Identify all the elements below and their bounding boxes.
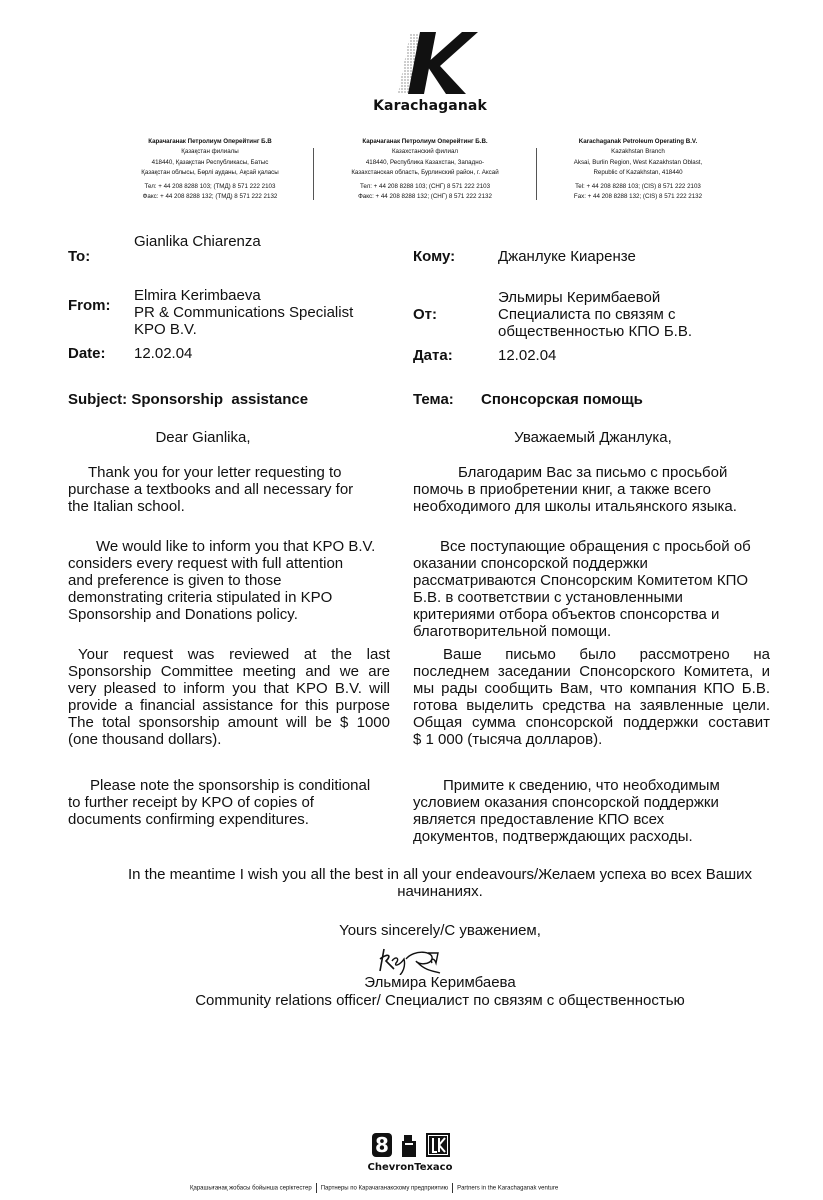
divider [316, 1183, 317, 1193]
line: благотворительной помощи. [413, 623, 612, 640]
fax-line: Факс: + 44 208 8288 132; (СНГ) 8 571 222 2132 [358, 193, 492, 201]
line: мы рады сообщить Вам, что компания КПО Б.В. [413, 680, 770, 697]
line: Примите к сведению, что необходимым [443, 777, 720, 794]
line: documents confirming expenditures. [68, 811, 309, 828]
brand-name: Karachaganak [373, 98, 487, 114]
subject-line [68, 391, 308, 408]
lukoil-logo-icon [426, 1133, 450, 1157]
address-block-english [543, 137, 733, 202]
company-name: Karachaganak Petroleum Operating B.V. [578, 138, 698, 145]
divider [452, 1183, 453, 1193]
to-value: Gianlika Chiarenza [134, 233, 261, 250]
phone-line: Тел: + 44 208 8288 103; (ТМД) 8 571 222 2103 [144, 182, 276, 190]
line: Sponsorship Committee meeting and we are [68, 663, 390, 680]
subject-label: Subject: [68, 391, 128, 408]
address-line: Aksai, Burlin Region, West Kazakhstan Oblast, [573, 158, 703, 166]
company-name: Карачаганак Петролиум Оперейтинг Б.В [148, 138, 272, 145]
salutation-ru: Уважаемый Джанлука, [514, 429, 672, 446]
subject-value-ru: Спонсорская помощь [481, 391, 643, 408]
address-line: 418440, Республика Казахстан, Западно- [365, 158, 485, 166]
paragraph-1 [68, 464, 403, 515]
partners-line [190, 1183, 558, 1193]
paragraph-2-ru [413, 538, 783, 640]
closing-wish [60, 866, 820, 900]
from-line: PR & Communications Specialist [134, 304, 354, 321]
line: the Italian school. [68, 498, 185, 515]
phone-line: Тел: + 44 208 8288 103; (СНГ) 8 571 222 2103 [359, 182, 491, 190]
from-line: общественностью КПО Б.В. [498, 323, 693, 340]
partners-ru: Партнеры по Карачаганакскому предприятию [320, 1185, 449, 1192]
line: готова выделить средства на заявленные цели. [413, 697, 770, 714]
partners-kz: Қарашығанақ жобасы бойынша серіктестер [190, 1185, 312, 1192]
line: to further receipt by KPO of copies of [68, 794, 314, 811]
divider [313, 148, 314, 200]
line: оказании спонсорской поддержки [413, 555, 648, 572]
from-label: From: [68, 297, 111, 314]
line: and preference is given to those [68, 572, 282, 589]
to-label-ru: Кому: [413, 248, 456, 265]
fax-line: Fax: + 44 208 8288 132; (CIS) 8 571 222 2132 [573, 193, 703, 201]
paragraph-3-ru [413, 646, 770, 748]
salutation: Dear Gianlika, [155, 429, 251, 446]
karachaganak-logo [370, 28, 490, 120]
signer-title: Community relations officer/ Специалист по связям с общественностью [195, 992, 685, 1009]
address-block-kazakh [110, 137, 310, 202]
paragraph-2 [68, 538, 403, 623]
line: The total sponsorship amount will be $ 1000 [68, 714, 390, 731]
line: Thank you for your letter requesting to [88, 464, 342, 481]
line: In the meantime I wish you all the best in all your endeavours/Желаем успеха во всех Ваших [127, 866, 752, 883]
line: необходимого для школы итальянского языка. [413, 498, 737, 515]
regards: Yours sincerely/С уважением, [339, 922, 541, 939]
from-value [134, 287, 353, 338]
address-line: 418440, Қазақстан Республикасы, Батыс [151, 158, 269, 166]
from-line: KPO B.V. [134, 321, 197, 338]
line: условием оказания спонсорской поддержки [413, 794, 719, 811]
line: (one thousand dollars). [68, 731, 222, 748]
line: критериями отбора объектов спонсорства и [413, 606, 720, 623]
company-name: Карачаганак Петролиум Оперейтинг Б.В. [362, 138, 488, 145]
chevron-texaco-logo: ChevronTexaco [367, 1162, 453, 1173]
signer-name: Эльмира Керимбаева [364, 974, 516, 991]
partners-en: Partners in the Karachaganak venture [457, 1185, 559, 1192]
fax-line: Факс: + 44 208 8288 132; (ТМД) 8 571 222 2132 [142, 193, 278, 201]
line: является предоставление КПО всех [413, 811, 665, 828]
subject-label-ru: Тема: [413, 391, 454, 408]
line: Благодарим Вас за письмо с просьбой [458, 464, 728, 481]
from-line: Специалиста по связям с [498, 306, 676, 323]
date-value: 12.02.04 [134, 345, 193, 362]
paragraph-4-ru [413, 777, 783, 845]
address-block-russian [320, 137, 530, 202]
date-label: Date: [68, 345, 106, 362]
subject-value: Sponsorship assistance [131, 391, 309, 408]
line: помочь в приобретении книг, а также всего [413, 481, 711, 498]
line: considers every request with full attention [68, 555, 344, 572]
paragraph-1-ru [413, 464, 783, 515]
line: документов, подтверждающих расходы. [413, 828, 693, 845]
line: Your request was reviewed at the last [78, 646, 390, 663]
date-label-ru: Дата: [413, 347, 453, 364]
address-line: Republic of Kazakhstan, 418440 [593, 169, 683, 177]
agip-dog-logo-icon [400, 1133, 418, 1157]
line: Общая сумма спонсорской поддержки составит [413, 714, 770, 731]
bg-group-logo-icon [372, 1133, 392, 1157]
line: рассматриваются Спонсорским Комитетом КПО [413, 572, 749, 589]
from-label-ru: От: [413, 306, 438, 323]
to-label: To: [68, 248, 91, 265]
from-value-ru [498, 289, 692, 340]
from-line: Elmira Kerimbaeva [134, 287, 261, 304]
svg-text:8: 8 [375, 1133, 389, 1157]
paragraph-3 [68, 646, 390, 748]
to-value-ru: Джанлуке Киарензе [498, 248, 636, 265]
line: Sponsorship and Donations policy. [68, 606, 298, 623]
line: начинаниях. [397, 883, 483, 900]
from-line: Эльмиры Керимбаевой [498, 289, 661, 306]
line: provide a financial assistance for this purpose [68, 697, 390, 714]
line: $ 1 000 (тысяча долларов). [413, 731, 603, 748]
line: Все поступающие обращения с просьбой об [440, 538, 751, 555]
phone-line: Tel: + 44 208 8288 103; (CIS) 8 571 222 2103 [575, 182, 701, 190]
paragraph-4 [68, 777, 403, 828]
partner-logos [366, 1133, 456, 1159]
divider [536, 148, 537, 200]
line: Please note the sponsorship is conditional [90, 777, 371, 794]
address-line: Казахстанский филиал [391, 148, 459, 156]
line: demonstrating criteria stipulated in KPO [68, 589, 333, 606]
address-line: Казахстанская область, Бурлинский район, г. Аксай [351, 169, 499, 177]
address-line: Kazakhstan Branch [611, 148, 665, 156]
line: последнем заседании Спонсорского Комитета, и [413, 663, 770, 680]
address-line: Қазақстан облысы, Бөрлі ауданы, Ақсай қаласы [141, 169, 279, 177]
address-line: Қазақстан филиалы [181, 148, 239, 156]
line: purchase a textbooks and all necessary for [68, 481, 354, 498]
line: We would like to inform you that KPO B.V. [96, 538, 376, 555]
line: Ваше письмо было рассмотрено на [443, 646, 770, 663]
karachaganak-k-logo-icon [380, 28, 480, 98]
line: very pleased to inform you that KPO B.V. will [68, 680, 390, 697]
date-value-ru: 12.02.04 [498, 347, 557, 364]
line: Б.В. в соответствии с установленными [413, 589, 683, 606]
